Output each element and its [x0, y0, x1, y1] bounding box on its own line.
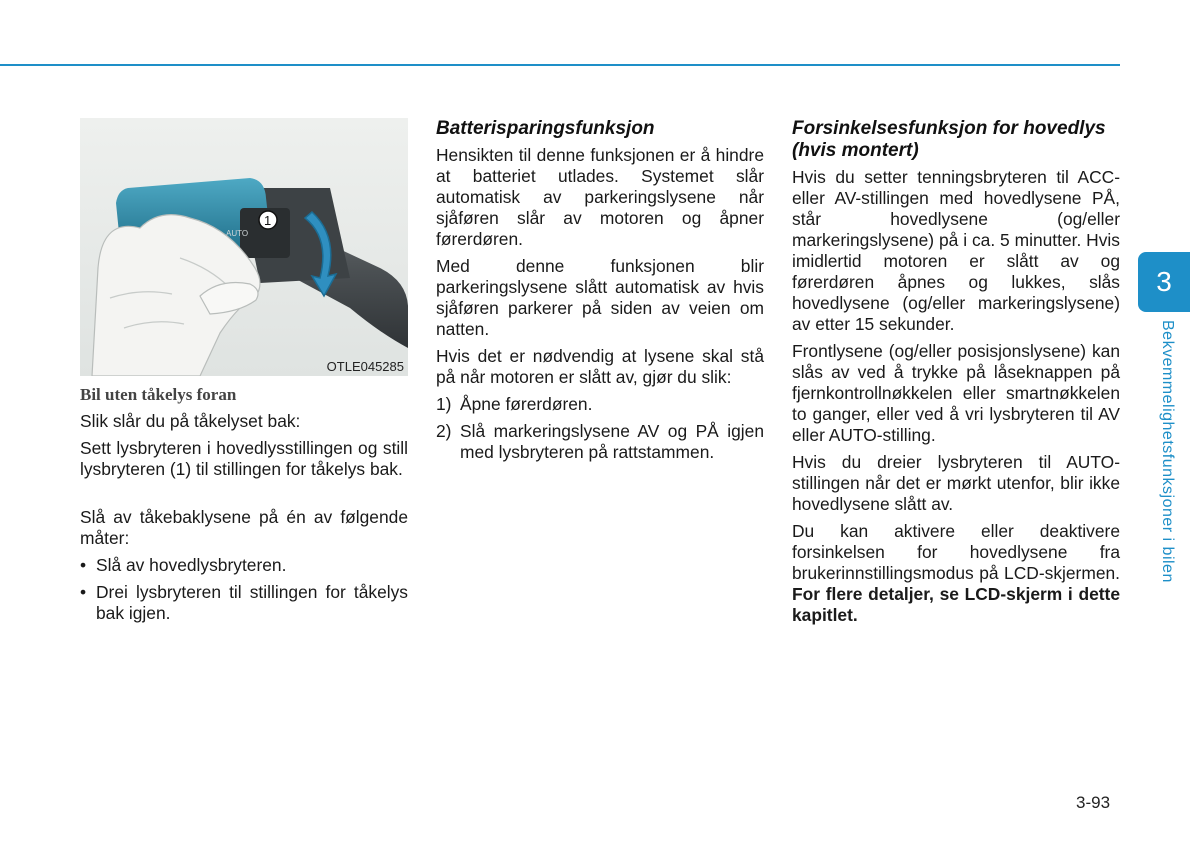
paragraph: Sett lysbryteren i hovedlysstillingen og still lysbryteren (1) til stillingen for tåkelys bak.	[80, 438, 408, 479]
switch-auto-label: AUTO	[226, 229, 249, 238]
paragraph: Hvis det er nødvendig at lysene skal stå på når motoren er slått av, gjør du slik:	[436, 346, 764, 387]
step-list	[436, 394, 764, 463]
paragraph: Slik slår du på tåkelyset bak:	[80, 411, 301, 431]
chapter-title: Bekvemmelighetsfunksjoner i bilen	[1159, 320, 1176, 583]
paragraph: Slå av tåkebaklysene på én av følgende måter:	[80, 507, 408, 548]
bullet-list	[80, 555, 408, 624]
bullet-item: • Slå av hovedlysbryteren.	[80, 555, 408, 576]
paragraph-text: Du kan aktivere eller deaktivere forsinkelsen for hovedlysene fra brukerinnstillingsmodus på LCD-skjermen.	[792, 521, 1120, 583]
paragraph: Hensikten til denne funksjonen er å hindre at batteriet utlades. Systemet slår automatisk av parkeringslysene når sjåføren slår av motoren og åpner førerdøren.	[436, 145, 764, 249]
paragraph: Med denne funksjonen blir parkeringslysene slått automatisk av hvis sjåføren parkerer på siden av veien om natten.	[436, 256, 764, 339]
bullet-item: • Drei lysbryteren til stillingen for tåkelys bak igjen.	[80, 582, 408, 624]
chapter-tab: 3	[1138, 252, 1190, 312]
figure-caption: Bil uten tåkelys foran	[80, 385, 237, 404]
page-number: 3-93	[1076, 793, 1111, 812]
step-item	[436, 394, 764, 415]
section-heading: Forsinkelsesfunksjon for hovedlys (hvis montert)	[792, 118, 1106, 161]
paragraph: Frontlysene (og/eller posisjonslysene) kan slås av ved å trykke på låseknappen på fjernkontrollnøkkelen eller smartnøkkelen to ganger, eller ved å vri lysbryteren til AV eller AUTO-stilling.	[792, 341, 1120, 445]
section-heading: Batterisparingsfunksjon	[436, 118, 655, 139]
top-rule	[0, 64, 1120, 66]
figure-code: OTLE045285	[326, 359, 404, 374]
step-text: Åpne førerdøren.	[460, 394, 593, 414]
step-number: 1)	[436, 394, 452, 414]
step-text: Slå markeringslysene AV og PÅ igjen med lysbryteren på rattstammen.	[460, 421, 764, 462]
paragraph	[792, 521, 1120, 626]
step-item	[436, 421, 764, 463]
light-switch-figure	[80, 118, 408, 376]
cross-reference: For flere detaljer, se LCD-skjerm i dette kapitlet.	[792, 584, 1120, 625]
paragraph: Hvis du setter tenningsbryteren til ACC- eller AV-stillingen med hovedlysene PÅ, står hovedlysene (og/eller markeringslysene) på i ca. 5 minutter. Hvis imidlertid motoren er slått av og førerdøren åpnes og lukkes, slås hovedlysene (og/eller markeringslysene) av etter 15 sekunder.	[792, 167, 1120, 334]
figure-badge: 1	[264, 213, 272, 228]
step-number: 2)	[436, 421, 452, 441]
paragraph: Hvis du dreier lysbryteren til AUTO-stillingen når det er mørkt utenfor, blir ikke hovedlysene slått av.	[792, 452, 1120, 514]
right-column	[792, 118, 1120, 632]
left-column	[80, 118, 408, 630]
middle-column	[436, 118, 764, 469]
light-switch-illustration	[80, 118, 408, 376]
